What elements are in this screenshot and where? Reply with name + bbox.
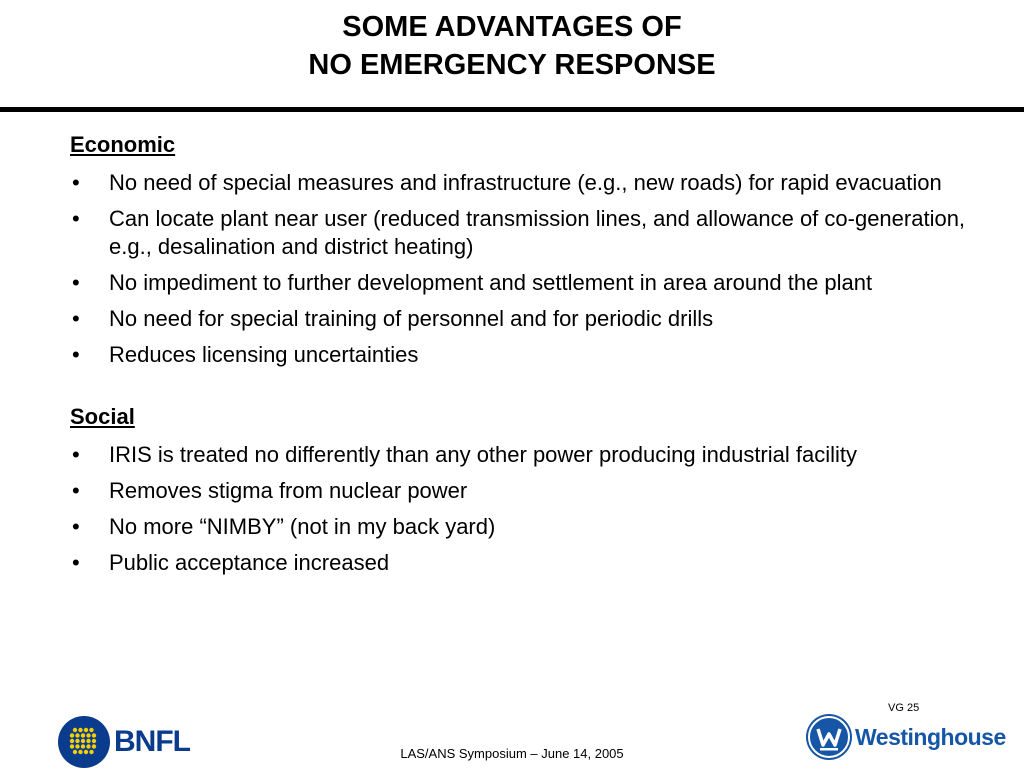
- bullet-dot: •: [72, 442, 80, 467]
- section-social: [70, 403, 970, 577]
- bullet-dot: •: [72, 550, 80, 575]
- bullet-text: No need of special measures and infrastructure (e.g., new roads) for rapid evacuation: [109, 170, 942, 195]
- section-heading-economic: Economic: [70, 132, 176, 157]
- section-heading-social: Social: [70, 404, 135, 429]
- bullet-item: [70, 549, 970, 577]
- bullet-text: Removes stigma from nuclear power: [109, 478, 468, 503]
- bullet-list-social: [70, 441, 970, 577]
- bullet-text: IRIS is treated no differently than any other power producing industrial facility: [109, 442, 857, 467]
- bullet-dot: •: [72, 514, 80, 539]
- bullet-text: No more “NIMBY” (not in my back yard): [109, 514, 496, 539]
- bullet-text: No need for special training of personnel and for periodic drills: [109, 306, 714, 331]
- bullet-item: [70, 477, 970, 505]
- bullet-dot: •: [72, 306, 80, 331]
- bullet-text: Public acceptance increased: [109, 550, 390, 575]
- bullet-item: [70, 269, 970, 297]
- bullet-dot: •: [72, 206, 80, 231]
- bullet-dot: •: [72, 342, 80, 367]
- title-line-1: SOME ADVANTAGES OF: [342, 11, 682, 43]
- bullet-item: [70, 305, 970, 333]
- bnfl-logo-text: BNFL: [114, 725, 190, 758]
- bullet-item: [70, 341, 970, 369]
- westinghouse-logo: [806, 714, 1006, 760]
- bullet-dot: •: [72, 478, 80, 503]
- slide-body: [70, 131, 970, 577]
- bullet-dot: •: [72, 270, 80, 295]
- bullet-text: Reduces licensing uncertainties: [109, 342, 419, 367]
- bullet-text: No impediment to further development and settlement in area around the plant: [109, 270, 873, 295]
- westinghouse-w-icon: [806, 714, 852, 760]
- title-divider: [0, 107, 1024, 112]
- section-economic: [70, 131, 970, 369]
- slide-title: [0, 8, 1024, 84]
- bullet-item: [70, 169, 970, 197]
- bullet-item: [70, 513, 970, 541]
- section-spacer: [70, 369, 970, 403]
- page-number: VG 25: [888, 702, 920, 714]
- bullet-item: [70, 441, 970, 469]
- bullet-dot: •: [72, 170, 80, 195]
- bullet-text: Can locate plant near user (reduced transmission lines, and allowance of co-generation, e.g., desalination and district heating): [109, 206, 966, 259]
- title-line-2: NO EMERGENCY RESPONSE: [308, 49, 716, 81]
- footer-caption: LAS/ANS Symposium – June 14, 2005: [400, 746, 624, 761]
- westinghouse-logo-text: Westinghouse: [855, 723, 1006, 750]
- bullet-list-economic: [70, 169, 970, 369]
- bullet-item: [70, 205, 970, 261]
